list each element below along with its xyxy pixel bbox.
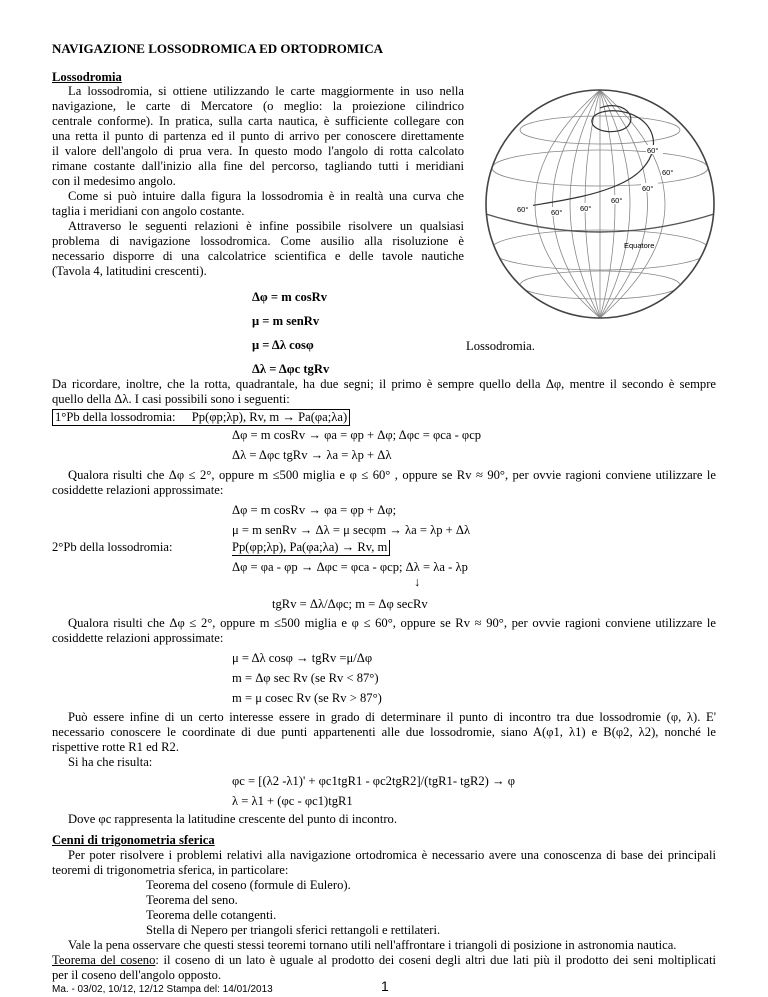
pb2-approx: m = μ cosec Rv (se Rv > 87°) xyxy=(232,691,382,705)
paragraph-line: Attraverso le seguenti relazioni è infine possibile risolvere un qualsiasi xyxy=(68,219,464,233)
figure-caption: Lossodromia. xyxy=(466,339,535,353)
pb2-equation: Δφ = φa - φp → Δφc = φca - φcp; Δλ = λa - λp xyxy=(232,560,468,574)
paragraph-line: una retta il punto di partenza ed il punto di arrivo per conoscere direttamente xyxy=(52,129,464,143)
loxodrome-sphere-figure xyxy=(470,80,732,332)
paragraph-line: Può essere infine di un certo interesse essere in grado di determinare il punto di incontro tra due lossodromie (φ, λ). E' xyxy=(68,710,716,724)
formula-dlambda: Δλ = Δφc tgRv xyxy=(252,362,330,376)
angle-label: 60° xyxy=(517,205,529,214)
paragraph-line: con il medesimo angolo. xyxy=(52,174,176,188)
paragraph-line: Teorema del coseno: il coseno di un lato è uguale al prodotto dei coseni degli altri due lati più il prodotto dei seni moltiplicati xyxy=(52,953,716,967)
pb2-approx: m = Δφ sec Rv (se Rv < 87°) xyxy=(232,671,379,685)
paragraph-line: Vale la pena osservare che questi stessi teoremi tornano utili nell'affrontare i triangoli di posizione in astronomia nautica. xyxy=(68,938,677,952)
section-heading-trigonometry: Cenni di trigonometria sferica xyxy=(52,833,215,847)
list-item: Stella di Nepero per triangoli sferici rettangoli e rettilateri. xyxy=(146,923,441,937)
pb1-approx: Δφ = m cosRv → φa = φp + Δφ; xyxy=(232,503,397,517)
list-item: Teorema del seno. xyxy=(146,893,238,907)
paragraph-line: La lossodromia, si ottiene utilizzando le carte maggiormente in uso nella xyxy=(68,84,464,98)
paragraph-line: cosiddette relazioni approssimate: xyxy=(52,631,224,645)
list-item: Teorema delle cotangenti. xyxy=(146,908,277,922)
paragraph-line: cosiddette relazioni approssimate: xyxy=(52,483,224,497)
paragraph-line: navigazione, le carte di Mercatore (o meglio: la proiezione cilindrico xyxy=(52,99,464,113)
list-item: Teorema del coseno (formule di Eulero). xyxy=(146,878,351,892)
paragraph-line: quello della Δλ. I casi possibili sono i seguenti: xyxy=(52,392,290,406)
paragraph-line: Da ricordare, inoltre, che la rotta, quadrantale, ha due segni; il primo è sempre quello della Δφ, mentre il secondo è sempre xyxy=(52,377,716,391)
pb2-label: 2°Pb della lossodromia: xyxy=(52,540,173,554)
pb2-given: Pp(φp;λp), Pa(φa;λa) → Rv, m xyxy=(232,540,390,556)
angle-label: 60° xyxy=(662,168,674,177)
document-title: NAVIGAZIONE LOSSODROMICA ED ORTODROMICA xyxy=(52,41,383,56)
equator-label: Equatore xyxy=(624,241,655,250)
pb1-approx: μ = m senRv → Δλ = μ secφm → λa = λp + Δλ xyxy=(232,523,471,537)
paragraph-line: rispettive rotte R1 ed R2. xyxy=(52,740,179,754)
paragraph-line: Come si può intuire dalla figura la lossodromia è in realtà una curva che xyxy=(68,189,464,203)
page-number: 1 xyxy=(381,978,389,994)
paragraph-line: Dove φc rappresenta la latitudine crescente del punto di incontro. xyxy=(68,812,397,826)
paragraph-line: per il coseno dell'angolo opposto. xyxy=(52,968,222,982)
footer-print-info: Ma. - 03/02, 10/12, 12/12 Stampa del: 14/01/2013 xyxy=(52,984,273,995)
angle-label: 60° xyxy=(642,184,654,193)
paragraph-line: problema di navigazione lossodromica. Come ausilio alla risoluzione è xyxy=(52,234,464,248)
intersection-formula-phi: φc = [(λ2 -λ1)' + φc1tgR1 - φc2tgR2]/(tgR1- tgR2) → φ xyxy=(232,774,516,788)
paragraph-line: Qualora risulti che Δφ ≤ 2°, oppure m ≤500 miglia e φ ≤ 60° , oppure se Rv ≈ 90°, per ovvie ragioni conviene utilizzare le xyxy=(68,468,716,482)
paragraph-line: il valore dell'angolo di prua vera. In questo modo l'angolo di rotta calcolato xyxy=(52,144,464,158)
paragraph-line: taglia i meridiani con angolo costante. xyxy=(52,204,245,218)
paragraph-line: necessario disporre di una calcolatrice scientifica e delle tavole nautiche xyxy=(52,249,464,263)
paragraph-line: Si ha che risulta: xyxy=(68,755,153,769)
paragraph-line: rimane costante dall'inizio alla fine del percorso, tagliando tutti i meridiani xyxy=(52,159,464,173)
paragraph-line: necessario conoscere le coordinate di due punti appartenenti alle due lossodromie, siano A(φ1, λ1) e B(φ2, λ2), nonché le xyxy=(52,725,716,739)
formula-dphi: Δφ = m cosRv xyxy=(252,290,328,304)
paragraph-line: Per poter risolvere i problemi relativi alla navigazione ortodromica è necessario avere una conoscenza di base dei principali xyxy=(68,848,716,862)
angle-label: 60° xyxy=(611,196,623,205)
angle-label: 60° xyxy=(580,204,592,213)
pb1-equation: Δφ = m cosRv → φa = φp + Δφ; Δφc = φca - φcp xyxy=(232,428,482,442)
paragraph-line: (Tavola 4, latitudini crescenti). xyxy=(52,264,207,278)
cosine-theorem-label: Teorema del coseno xyxy=(52,953,156,967)
pb1-given: Pp(φp;λp), Rv, m → Pa(φa;λa) xyxy=(191,410,348,424)
paragraph-line: Qualora risulti che Δφ ≤ 2°, oppure m ≤500 miglia e φ ≤ 60°, oppure se Rv ≈ 90°, per ovvie ragioni conviene utilizzare le xyxy=(68,616,716,630)
pb1-label: 1°Pb della lossodromia: Pp(φp;λp), Rv, m → Pa(φa;λa) xyxy=(52,409,350,426)
down-arrow: ↓ xyxy=(414,575,421,589)
pb2-equation: tgRv = Δλ/Δφc; m = Δφ secRv xyxy=(272,597,428,611)
paragraph-line: centrale conforme). In pratica, sulla carta nautica, è sufficiente collegare con xyxy=(52,114,464,128)
angle-label: 60° xyxy=(551,208,563,217)
pb1-equation: Δλ = Δφc tgRv → λa = λp + Δλ xyxy=(232,448,392,462)
formula-mu-sen: μ = m senRv xyxy=(252,314,320,328)
section-heading-lossodromia: Lossodromia xyxy=(52,70,122,84)
intersection-formula-lambda: λ = λ1 + (φc - φc1)tgR1 xyxy=(232,794,353,808)
formula-mu-cos: μ = Δλ cosφ xyxy=(252,338,314,352)
paragraph-line: teoremi di trigonometria sferica, in particolare: xyxy=(52,863,289,877)
angle-label: 60° xyxy=(647,146,659,155)
pb2-approx: μ = Δλ cosφ → tgRv =μ/Δφ xyxy=(232,651,373,665)
